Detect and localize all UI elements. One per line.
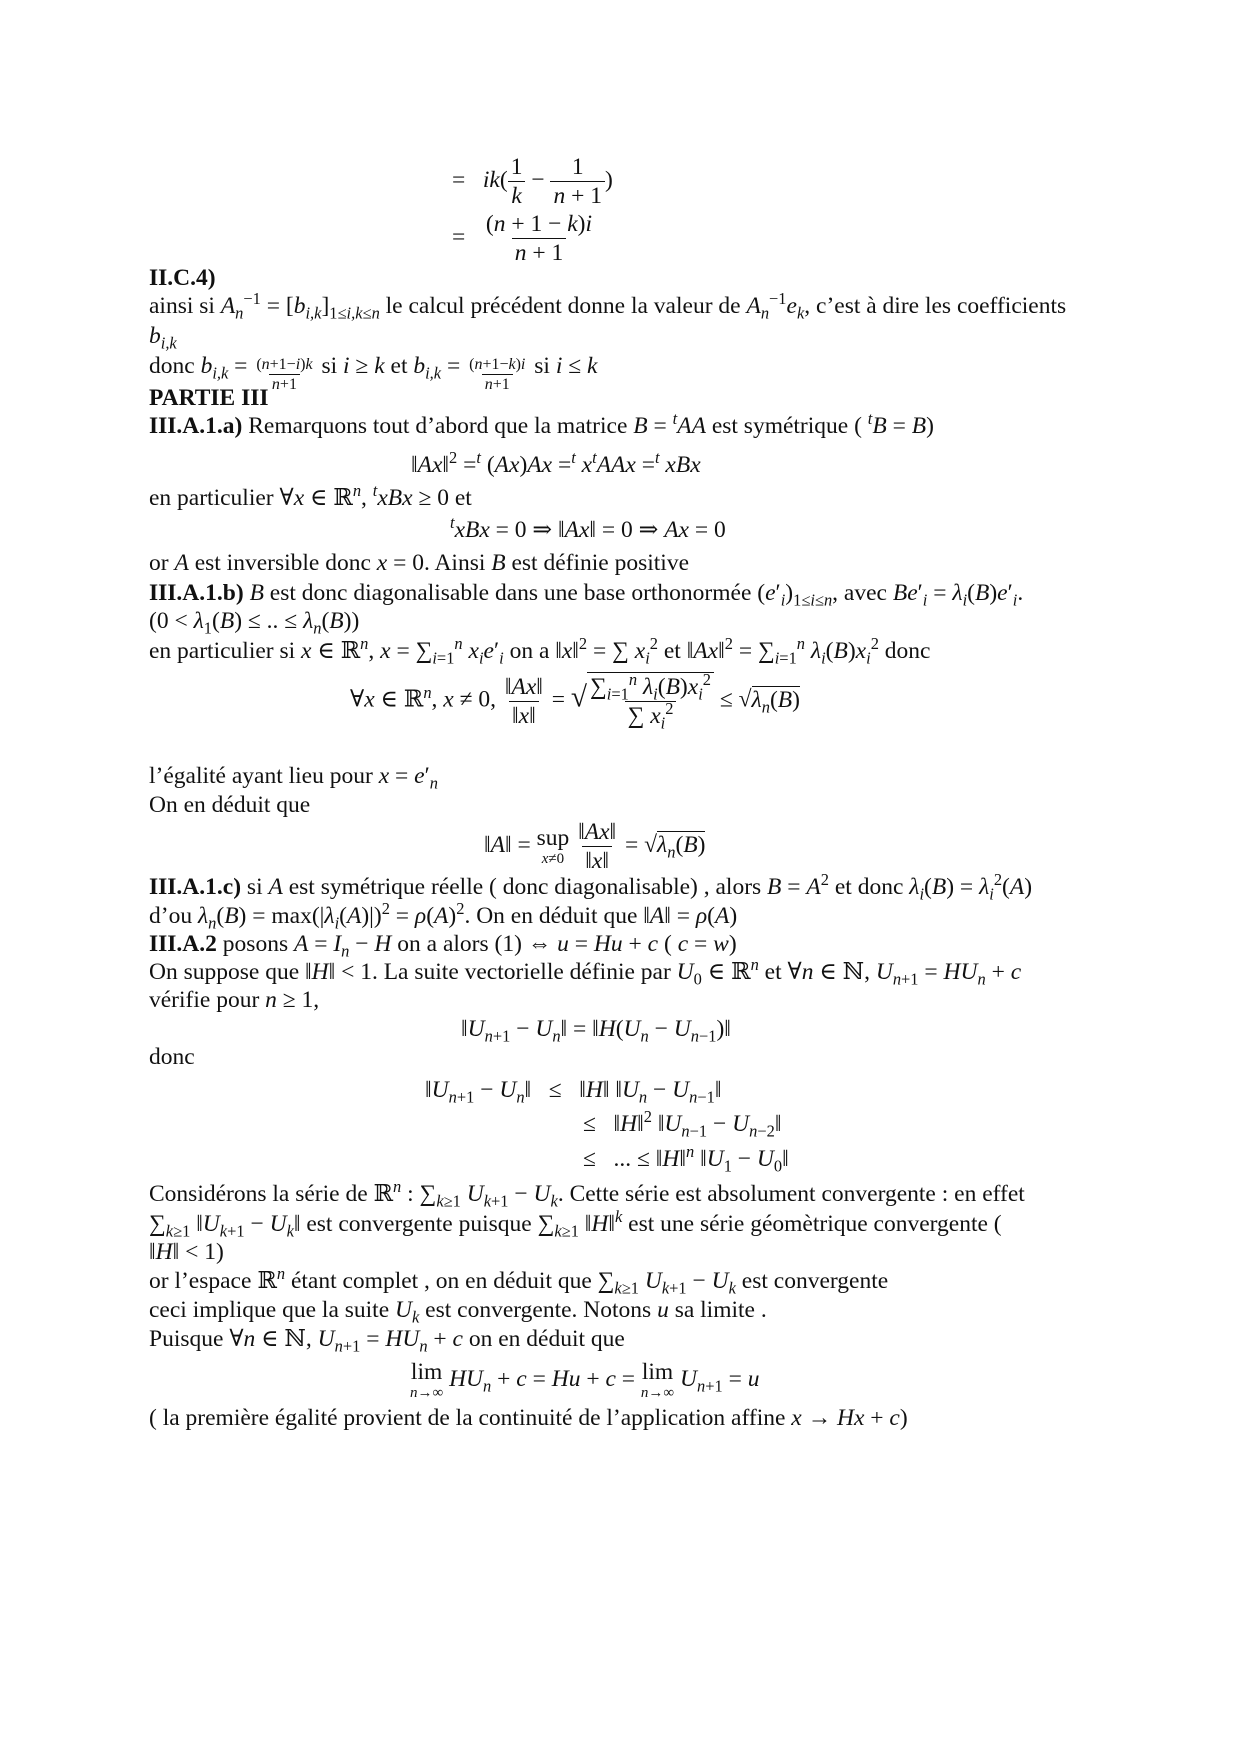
equation-norm-Ax: ‖Ax‖$^2$ =$^t$ (Ax)Ax =$^t$ $x^tAAx =^t$ xBx [411, 448, 701, 478]
paragraph-dou: d’ou $\lambda_n(B) = \max(|\lambda_i(A)|)^2 = \rho(A)^2$. On en déduit que ‖A‖ = ρ(A) [149, 899, 738, 933]
paragraph-considerons: Considérons la série de ℝ$^n$ : $\sum_{k\ge 1}$ $U_{k+1} - U_k$. Cette série est absolument convergente : en effet [149, 1177, 1025, 1211]
equation-implication: $^t$xBx = 0 ⇒ ‖Ax‖ = 0 ⇒ Ax = 0 [450, 513, 726, 543]
eigen-order: ($0 < \lambda_1(B)$ ≤ .. ≤ $\lambda_n(B)$) [149, 608, 360, 638]
equation-rayleigh: ∀x ∈ ℝ$^n$, x ≠ 0, $\frac{‖Ax‖}{‖x‖}$ = √ $\frac{\sum_{i=1}^n \lambda_i(B)x_i^2}{\sum x_i^2}$ ≤ $√\lambda_n(B)$ [350, 670, 800, 733]
paragraph-egalite: l’égalité ayant lieu pour $x = e'_n$ [149, 763, 438, 793]
paragraph-inversible: or A est inversible donc x = 0. Ainsi B est définie positive [149, 550, 689, 576]
equation-norm-A: ‖A‖ = sup x≠0 $\frac{‖Ax‖}{‖x‖}$ = $√\lambda_n(B)$ [484, 819, 706, 875]
heading-partie-III: PARTIE III [149, 385, 269, 411]
paragraph-series-convergent: $\sum_{k\ge 1}$ $‖U_{k+1}$ − $U_k‖$ est convergente puisque $\sum_{k\ge 1}$ ‖H‖$^k$ est une série géomètrique convergente ( [149, 1207, 1002, 1241]
paragraph-donc: donc [149, 1044, 195, 1070]
inequality-line-2: ≤ ‖H‖$^2$ $‖U_{n-1}$ − $U_{n-2}‖$ [583, 1107, 782, 1141]
paragraph-III-A-1-a: III.A.1.a) Remarquons tout d’abord que la matrice B = $^t$AA est symétrique ( $^t$B = B) [149, 409, 934, 439]
equation-line-2: = $\frac{(n + 1 - k)i}{n + 1}$ [452, 211, 593, 267]
paragraph-III-A-1-b: III.A.1.b) B est donc diagonalisable dans une base orthonormée $(e'_i)_{1\le i\le n}$, avec $Be'_i = \lambda_i(B)e'_i$. [149, 580, 1024, 610]
paragraph-verifie: vérifie pour n ≥ 1, [149, 987, 320, 1013]
equation-diff: $‖U_{n+1}$ − $U_n‖$ = $‖H(U_n$ − $U_{n-1})‖$ [461, 1016, 731, 1046]
paragraph-suppose: On suppose que ‖H‖ < 1. La suite vectorielle définie par $U_0$ ∈ ℝ$^n$ et ∀n ∈ ℕ, $U_{n+1} = HU_n + c$ [149, 955, 1022, 989]
norm-H-less-1: ‖H‖ < 1) [149, 1239, 224, 1265]
equation-line-1: = ik( $\frac{1}{k}$ − $\frac{1}{n + 1}$ ) [452, 154, 613, 210]
inequality-line-1: $‖U_{n+1}$ − $U_n‖$ ≤ ‖H‖ $‖U_n$ − $U_{n-1}‖$ [425, 1077, 722, 1107]
paragraph-donc-bik: donc $b_{i,k}$ = $\frac{(n+1-i)k}{n+1}$ si i ≥ k et $b_{i,k}$ = $\frac{(n+1-k)i}{n+1}$ si i ≤ k [149, 353, 598, 394]
paragraph-premiere-egalite: ( la première égalité provient de la continuité de l’application affine x → Hx + c) [149, 1405, 908, 1431]
coef-bik: $b_{i,k}$ [149, 323, 177, 353]
inequality-line-3: ≤ ... ≤ ‖H‖$^n$ $‖U_1$ − $U_0‖$ [583, 1142, 789, 1176]
paragraph-ceci: ceci implique que la suite $U_k$ est convergente. Notons u sa limite . [149, 1297, 767, 1327]
paragraph-en-particulier: en particulier ∀x ∈ ℝ$^n$, $^t$xBx ≥ 0 et [149, 481, 472, 511]
paragraph-puisque: Puisque ∀n ∈ ℕ, $U_{n+1} = HU_n + c$ on en déduit que [149, 1326, 625, 1356]
paragraph-en-particulier-si: en particulier si x ∈ ℝ$^n$, $x = \sum_{i=1}^n$ $x_ie'_i$ on a ‖x‖$^2$ = ∑ $x_i^2$ et ‖Ax‖$^2$ = $\sum_{i=1}^n$ $\lambda_i(B)x_i^2$ donc [149, 634, 931, 668]
heading-II-C-4: II.C.4) [149, 265, 216, 291]
paragraph-ainsi: ainsi si $A_n^{-1} = [b_{i,k}]_{1\le i,k\le n}$ le calcul précédent donne la valeur de $A_n^{-1}e_k$, c’est à dire les coefficients [149, 289, 1067, 323]
paragraph-III-A-1-c: III.A.1.c) si A est symétrique réelle ( donc diagonalisable) , alors $B = A^2$ et donc $\lambda_i(B) = \lambda_i^2(A)$ [149, 870, 1033, 904]
paragraph-III-A-2: III.A.2 posons $A = I_n - H$ on a alors (1) ⇔ u = Hu + c ( c = w) [149, 931, 737, 961]
paragraph-on-en-deduit: On en déduit que [149, 792, 311, 818]
paragraph-complet: or l’espace ℝ$^n$ étant complet , on en déduit que $\sum_{k\ge 1}$ $U_{k+1} - U_k$ est convergente [149, 1264, 889, 1298]
equation-limit: lim n→∞ $HU_n + c = Hu + c$ = lim n→∞ $U_{n+1} = u$ [410, 1359, 760, 1401]
